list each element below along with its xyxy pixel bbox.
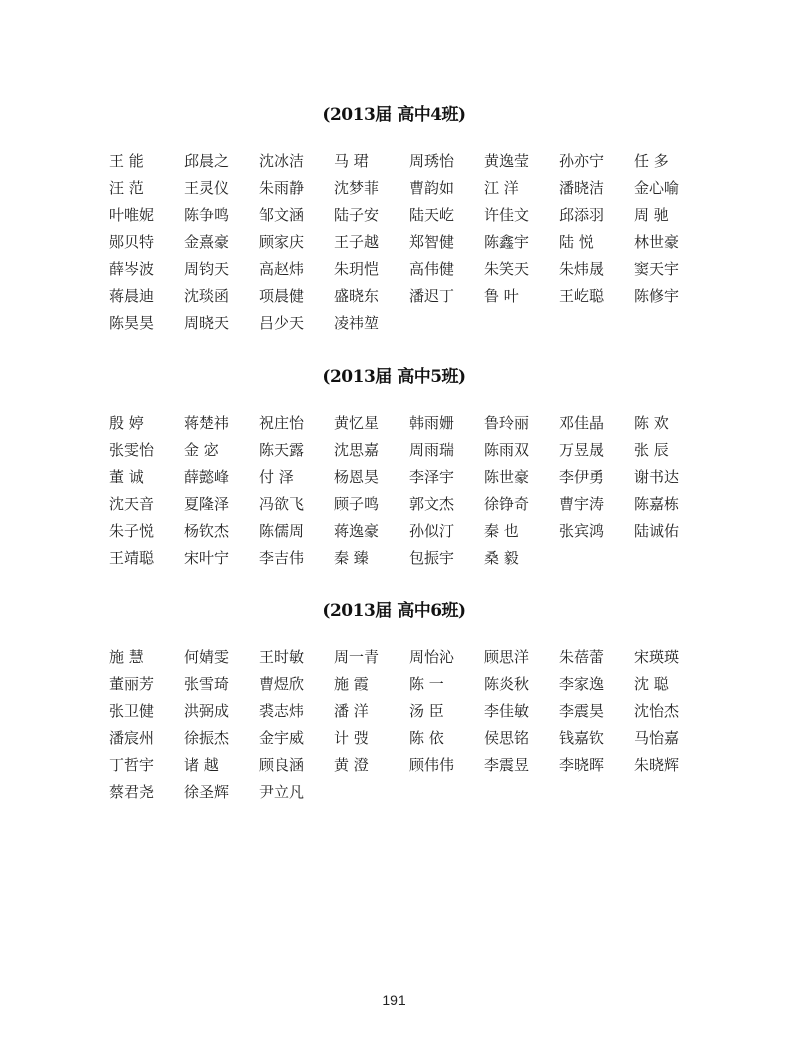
student-name: 金 宓 [184, 441, 219, 459]
student-name: 陈天露 [259, 441, 305, 459]
student-name: 祝庄怡 [259, 414, 305, 432]
student-name: 郧贝特 [109, 233, 155, 251]
student-name: 叶唯妮 [109, 206, 155, 224]
student-name: 潘宸州 [109, 729, 155, 747]
student-name: 顾良涵 [259, 756, 305, 774]
student-name: 李家逸 [559, 675, 605, 693]
student-name: 宋瑛瑛 [634, 648, 680, 666]
student-name: 顾子鸣 [334, 495, 380, 513]
student-name: 包振宇 [409, 549, 455, 567]
student-name: 李震昱 [484, 756, 530, 774]
student-name: 朱炜晟 [559, 260, 605, 278]
student-name: 王时敏 [259, 648, 305, 666]
student-name: 曹煜欣 [259, 675, 305, 693]
student-name: 周琇怡 [409, 152, 455, 170]
student-name: 朱蓓蕾 [559, 648, 605, 666]
name-grid [109, 644, 709, 806]
student-name: 周 驰 [634, 206, 669, 224]
student-name: 李吉伟 [259, 549, 305, 567]
student-name: 尹立凡 [259, 783, 305, 801]
student-name: 许佳文 [484, 206, 530, 224]
student-name: 邱添羽 [559, 206, 605, 224]
student-name: 鲁玲丽 [484, 414, 530, 432]
student-name: 王灵仪 [184, 179, 230, 197]
student-name: 陆 悦 [559, 233, 594, 251]
student-name: 陈嘉栋 [634, 495, 680, 513]
student-name: 邹文涵 [259, 206, 305, 224]
student-name: 薛懿峰 [184, 468, 230, 486]
student-name: 周一青 [334, 648, 380, 666]
student-name: 金心喻 [634, 179, 680, 197]
student-name: 朱玥恺 [334, 260, 380, 278]
student-name: 王靖聪 [109, 549, 155, 567]
student-name: 周晓天 [184, 314, 230, 332]
student-name: 顾伟伟 [409, 756, 455, 774]
student-name: 马 珺 [334, 152, 369, 170]
student-name: 马怡嘉 [634, 729, 680, 747]
student-name: 周怡沁 [409, 648, 455, 666]
student-name: 秦 也 [484, 522, 519, 540]
name-row [109, 410, 709, 437]
student-name: 蔡君尧 [109, 783, 155, 801]
student-name: 徐圣辉 [184, 783, 230, 801]
student-name: 陆诚佑 [634, 522, 680, 540]
student-name: 曹宇涛 [559, 495, 605, 513]
student-name: 张宾鸿 [559, 522, 605, 540]
student-name: 潘迟丁 [409, 287, 455, 305]
student-name: 黄逸莹 [484, 152, 530, 170]
name-row [109, 779, 709, 806]
name-row [109, 175, 709, 202]
student-name: 董 诚 [109, 468, 144, 486]
student-name: 潘 洋 [334, 702, 369, 720]
student-name: 王子越 [334, 233, 380, 251]
student-name: 项晨健 [259, 287, 305, 305]
student-name: 陈 依 [409, 729, 444, 747]
student-name: 陈 欢 [634, 414, 669, 432]
name-row [109, 283, 709, 310]
section-title: (2013届 高中6班) [322, 601, 466, 621]
student-name: 付 泽 [259, 468, 294, 486]
student-name: 张雪琦 [184, 675, 230, 693]
name-row [109, 518, 709, 545]
name-row [109, 256, 709, 283]
student-name: 陈炎秋 [484, 675, 530, 693]
student-name: 李震昊 [559, 702, 605, 720]
student-name: 丁哲宇 [109, 756, 155, 774]
student-name: 裘志炜 [259, 702, 305, 720]
student-name: 陈鑫宇 [484, 233, 530, 251]
student-name: 江 洋 [484, 179, 519, 197]
student-name: 夏隆泽 [184, 495, 230, 513]
student-name: 杨恩昊 [334, 468, 380, 486]
student-name: 任 多 [634, 152, 669, 170]
student-name: 沈 聪 [634, 675, 669, 693]
name-row [109, 545, 709, 572]
student-name: 盛晓东 [334, 287, 380, 305]
student-name: 鲁 叶 [484, 287, 519, 305]
student-name: 顾家庆 [259, 233, 305, 251]
student-name: 蒋逸豪 [334, 522, 380, 540]
student-name: 李泽宇 [409, 468, 455, 486]
student-name: 周钧天 [184, 260, 230, 278]
name-row [109, 437, 709, 464]
student-name: 薛岑波 [109, 260, 155, 278]
student-name: 窦天宇 [634, 260, 680, 278]
student-name: 洪弼成 [184, 702, 230, 720]
student-name: 施 慧 [109, 648, 144, 666]
student-name: 潘晓洁 [559, 179, 605, 197]
student-name: 金熹豪 [184, 233, 230, 251]
student-name: 张雯怡 [109, 441, 155, 459]
student-name: 沈怡杰 [634, 702, 680, 720]
student-name: 陈世豪 [484, 468, 530, 486]
name-row [109, 310, 709, 337]
name-row [109, 229, 709, 256]
student-name: 汪 范 [109, 179, 144, 197]
student-name: 沈冰洁 [259, 152, 305, 170]
student-name: 蒋晨迪 [109, 287, 155, 305]
student-name: 钱嘉钦 [559, 729, 605, 747]
student-name: 陈争鸣 [184, 206, 230, 224]
student-name: 沈思嘉 [334, 441, 380, 459]
name-row [109, 464, 709, 491]
name-row [109, 725, 709, 752]
name-grid [109, 148, 709, 337]
student-name: 施 霞 [334, 675, 369, 693]
name-row [109, 752, 709, 779]
student-name: 陈昊昊 [109, 314, 155, 332]
student-name: 朱雨静 [259, 179, 305, 197]
section-title: (2013届 高中4班) [322, 105, 466, 125]
student-name: 诸 越 [184, 756, 219, 774]
student-name: 沈琰函 [184, 287, 230, 305]
student-name: 吕少天 [259, 314, 305, 332]
student-name: 谢书达 [634, 468, 680, 486]
page-number: 191 [382, 992, 406, 1008]
student-name: 杨钦杰 [184, 522, 230, 540]
student-name: 陈儒周 [259, 522, 305, 540]
name-row [109, 148, 709, 175]
student-name: 孙似汀 [409, 522, 455, 540]
student-name: 凌祎堃 [334, 314, 380, 332]
student-name: 邓佳晶 [559, 414, 605, 432]
section-title: (2013届 高中5班) [322, 367, 466, 387]
student-name: 高伟健 [409, 260, 455, 278]
student-name: 高赵炜 [259, 260, 305, 278]
student-name: 周雨瑞 [409, 441, 455, 459]
student-name: 何婧雯 [184, 648, 230, 666]
student-name: 邱晨之 [184, 152, 230, 170]
student-name: 朱晓辉 [634, 756, 680, 774]
student-name: 徐振杰 [184, 729, 230, 747]
student-name: 桑 毅 [484, 549, 519, 567]
student-name: 王屹聪 [559, 287, 605, 305]
student-name: 林世豪 [634, 233, 680, 251]
student-name: 沈天音 [109, 495, 155, 513]
name-row [109, 491, 709, 518]
student-name: 李佳敏 [484, 702, 530, 720]
student-name: 曹韵如 [409, 179, 455, 197]
student-name: 徐铮奇 [484, 495, 530, 513]
student-name: 汤 臣 [409, 702, 444, 720]
student-name: 李晓晖 [559, 756, 605, 774]
student-name: 顾思洋 [484, 648, 530, 666]
name-row [109, 644, 709, 671]
student-name: 秦 臻 [334, 549, 369, 567]
student-name: 董丽芳 [109, 675, 155, 693]
student-name: 黄忆星 [334, 414, 380, 432]
student-name: 陆天屹 [409, 206, 455, 224]
student-name: 陈 一 [409, 675, 444, 693]
student-name: 沈梦菲 [334, 179, 380, 197]
student-name: 孙亦宁 [559, 152, 605, 170]
student-name: 殷 婷 [109, 414, 144, 432]
student-name: 蒋楚祎 [184, 414, 230, 432]
student-name: 朱子悦 [109, 522, 155, 540]
student-name: 韩雨姗 [409, 414, 455, 432]
name-row [109, 202, 709, 229]
student-name: 王 能 [109, 152, 144, 170]
name-row [109, 671, 709, 698]
student-name: 李伊勇 [559, 468, 605, 486]
student-name: 陆子安 [334, 206, 380, 224]
student-name: 张 辰 [634, 441, 669, 459]
student-name: 郑智健 [409, 233, 455, 251]
student-name: 郭文杰 [409, 495, 455, 513]
student-name: 陈雨双 [484, 441, 530, 459]
student-name: 金宇威 [259, 729, 305, 747]
name-row [109, 698, 709, 725]
student-name: 黄 澄 [334, 756, 369, 774]
student-name: 万昱晟 [559, 441, 605, 459]
student-name: 朱笑天 [484, 260, 530, 278]
student-name: 宋叶宁 [184, 549, 230, 567]
student-name: 陈修宇 [634, 287, 680, 305]
student-name: 冯欲飞 [259, 495, 305, 513]
student-name: 侯思铭 [484, 729, 530, 747]
name-grid [109, 410, 709, 572]
student-name: 计 弢 [334, 729, 369, 747]
student-name: 张卫健 [109, 702, 155, 720]
